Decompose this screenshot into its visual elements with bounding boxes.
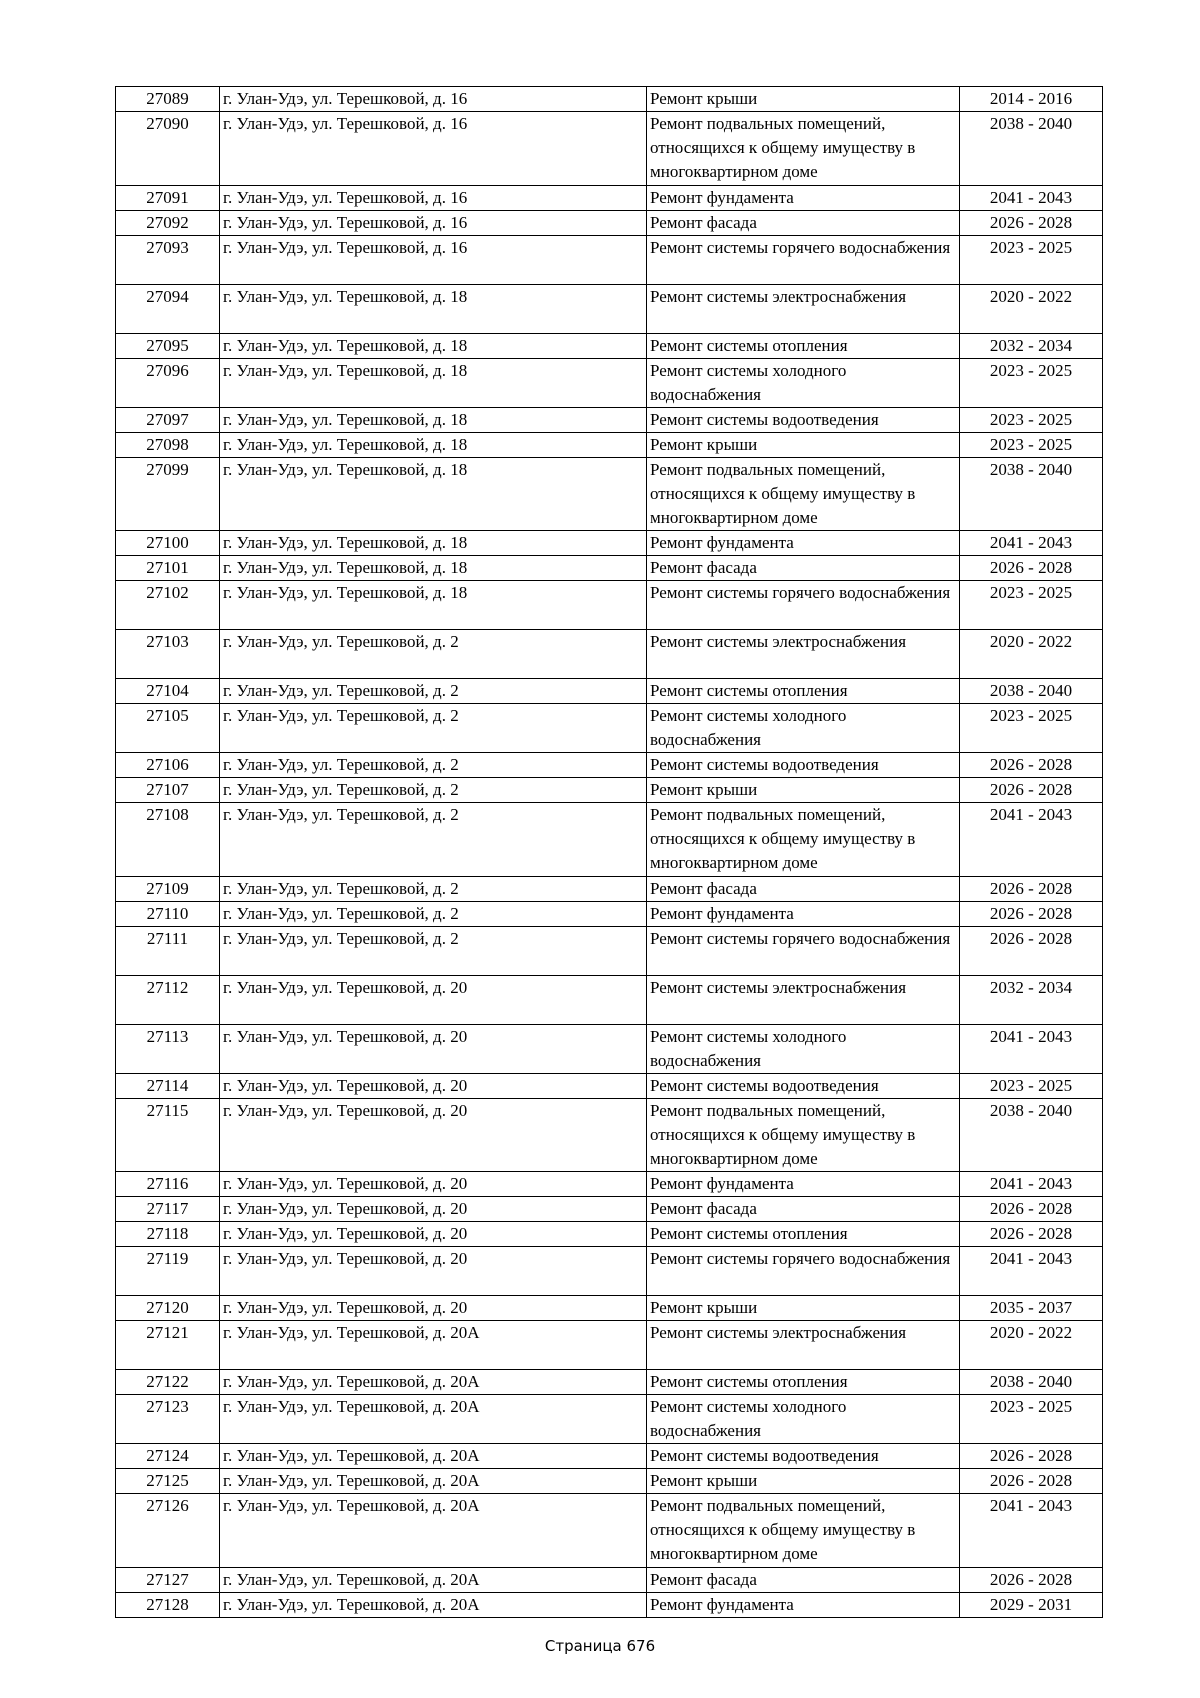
row-id-cell: 27103	[116, 630, 220, 679]
work-type-cell: Ремонт подвальных помещений, относящихся к общему имуществу в многоквартирном доме	[647, 1098, 960, 1172]
address-cell: г. Улан-Удэ, ул. Терешковой, д. 16	[220, 235, 647, 284]
table-row	[116, 1247, 1103, 1296]
address-cell: г. Улан-Удэ, ул. Терешковой, д. 2	[220, 803, 647, 877]
period-cell: 2038 - 2040	[960, 1370, 1103, 1395]
address-cell: г. Улан-Удэ, ул. Терешковой, д. 20А	[220, 1494, 647, 1568]
work-type-cell: Ремонт фундамента	[647, 531, 960, 556]
row-id-cell: 27127	[116, 1567, 220, 1592]
work-type-cell: Ремонт системы водоотведения	[647, 1444, 960, 1469]
address-cell: г. Улан-Удэ, ул. Терешковой, д. 20А	[220, 1469, 647, 1494]
table-row	[116, 901, 1103, 926]
address-cell: г. Улан-Удэ, ул. Терешковой, д. 18	[220, 531, 647, 556]
row-id-cell: 27106	[116, 753, 220, 778]
row-id-cell: 27123	[116, 1395, 220, 1444]
period-cell: 2032 - 2034	[960, 975, 1103, 1024]
row-id-cell: 27091	[116, 185, 220, 210]
work-type-cell: Ремонт крыши	[647, 1469, 960, 1494]
row-id-cell: 27118	[116, 1222, 220, 1247]
period-cell: 2041 - 2043	[960, 803, 1103, 877]
period-cell: 2041 - 2043	[960, 1247, 1103, 1296]
row-id-cell: 27128	[116, 1592, 220, 1617]
period-cell: 2023 - 2025	[960, 432, 1103, 457]
row-id-cell: 27122	[116, 1370, 220, 1395]
period-cell: 2038 - 2040	[960, 1098, 1103, 1172]
table-row	[116, 1567, 1103, 1592]
address-cell: г. Улан-Удэ, ул. Терешковой, д. 20А	[220, 1321, 647, 1370]
table-row	[116, 975, 1103, 1024]
work-type-cell: Ремонт подвальных помещений, относящихся к общему имуществу в многоквартирном доме	[647, 1494, 960, 1568]
period-cell: 2026 - 2028	[960, 901, 1103, 926]
row-id-cell: 27112	[116, 975, 220, 1024]
work-type-cell: Ремонт фундамента	[647, 1592, 960, 1617]
row-id-cell: 27116	[116, 1172, 220, 1197]
period-cell: 2041 - 2043	[960, 1494, 1103, 1568]
work-type-cell: Ремонт системы водоотведения	[647, 1073, 960, 1098]
address-cell: г. Улан-Удэ, ул. Терешковой, д. 20А	[220, 1395, 647, 1444]
table-row	[116, 1073, 1103, 1098]
period-cell: 2026 - 2028	[960, 556, 1103, 581]
period-cell: 2026 - 2028	[960, 876, 1103, 901]
address-cell: г. Улан-Удэ, ул. Терешковой, д. 18	[220, 358, 647, 407]
table-row	[116, 778, 1103, 803]
address-cell: г. Улан-Удэ, ул. Терешковой, д. 18	[220, 556, 647, 581]
work-type-cell: Ремонт крыши	[647, 1296, 960, 1321]
period-cell: 2026 - 2028	[960, 778, 1103, 803]
work-type-cell: Ремонт подвальных помещений, относящихся к общему имуществу в многоквартирном доме	[647, 457, 960, 531]
address-cell: г. Улан-Удэ, ул. Терешковой, д. 20А	[220, 1567, 647, 1592]
table-row	[116, 1494, 1103, 1568]
work-type-cell: Ремонт системы холодного водоснабжения	[647, 1024, 960, 1073]
address-cell: г. Улан-Удэ, ул. Терешковой, д. 2	[220, 753, 647, 778]
row-id-cell: 27110	[116, 901, 220, 926]
work-type-cell: Ремонт фасада	[647, 210, 960, 235]
table-row	[116, 1444, 1103, 1469]
work-type-cell: Ремонт фасада	[647, 556, 960, 581]
period-cell: 2020 - 2022	[960, 284, 1103, 333]
work-type-cell: Ремонт системы отопления	[647, 333, 960, 358]
row-id-cell: 27098	[116, 432, 220, 457]
address-cell: г. Улан-Удэ, ул. Терешковой, д. 2	[220, 704, 647, 753]
row-id-cell: 27115	[116, 1098, 220, 1172]
table-row	[116, 407, 1103, 432]
row-id-cell: 27114	[116, 1073, 220, 1098]
address-cell: г. Улан-Удэ, ул. Терешковой, д. 20А	[220, 1592, 647, 1617]
period-cell: 2023 - 2025	[960, 1073, 1103, 1098]
period-cell: 2041 - 2043	[960, 1172, 1103, 1197]
period-cell: 2026 - 2028	[960, 753, 1103, 778]
row-id-cell: 27105	[116, 704, 220, 753]
table-row	[116, 1469, 1103, 1494]
page-number: Страница 676	[544, 1637, 656, 1655]
address-cell: г. Улан-Удэ, ул. Терешковой, д. 20	[220, 1073, 647, 1098]
address-cell: г. Улан-Удэ, ул. Терешковой, д. 20	[220, 975, 647, 1024]
work-type-cell: Ремонт системы горячего водоснабжения	[647, 235, 960, 284]
work-type-cell: Ремонт фасада	[647, 876, 960, 901]
work-type-cell: Ремонт системы горячего водоснабжения	[647, 1247, 960, 1296]
address-cell: г. Улан-Удэ, ул. Терешковой, д. 18	[220, 333, 647, 358]
period-cell: 2026 - 2028	[960, 210, 1103, 235]
work-type-cell: Ремонт системы горячего водоснабжения	[647, 581, 960, 630]
repair-schedule-table	[115, 86, 1103, 1618]
period-cell: 2038 - 2040	[960, 679, 1103, 704]
work-type-cell: Ремонт системы электроснабжения	[647, 630, 960, 679]
work-type-cell: Ремонт системы холодного водоснабжения	[647, 1395, 960, 1444]
table-row	[116, 284, 1103, 333]
address-cell: г. Улан-Удэ, ул. Терешковой, д. 20	[220, 1222, 647, 1247]
work-type-cell: Ремонт системы электроснабжения	[647, 284, 960, 333]
row-id-cell: 27095	[116, 333, 220, 358]
table-row	[116, 531, 1103, 556]
period-cell: 2038 - 2040	[960, 457, 1103, 531]
work-type-cell: Ремонт фасада	[647, 1197, 960, 1222]
row-id-cell: 27104	[116, 679, 220, 704]
address-cell: г. Улан-Удэ, ул. Терешковой, д. 20	[220, 1296, 647, 1321]
address-cell: г. Улан-Удэ, ул. Терешковой, д. 18	[220, 457, 647, 531]
table-row	[116, 358, 1103, 407]
period-cell: 2023 - 2025	[960, 407, 1103, 432]
address-cell: г. Улан-Удэ, ул. Терешковой, д. 2	[220, 901, 647, 926]
table-row	[116, 112, 1103, 186]
table-row	[116, 679, 1103, 704]
row-id-cell: 27126	[116, 1494, 220, 1568]
table-row	[116, 1592, 1103, 1617]
work-type-cell: Ремонт системы отопления	[647, 1370, 960, 1395]
work-type-cell: Ремонт системы электроснабжения	[647, 975, 960, 1024]
table-row	[116, 1024, 1103, 1073]
row-id-cell: 27107	[116, 778, 220, 803]
address-cell: г. Улан-Удэ, ул. Терешковой, д. 18	[220, 284, 647, 333]
table-row	[116, 432, 1103, 457]
table-row	[116, 210, 1103, 235]
address-cell: г. Улан-Удэ, ул. Терешковой, д. 20	[220, 1172, 647, 1197]
address-cell: г. Улан-Удэ, ул. Терешковой, д. 16	[220, 87, 647, 112]
table-row	[116, 926, 1103, 975]
row-id-cell: 27119	[116, 1247, 220, 1296]
period-cell: 2020 - 2022	[960, 1321, 1103, 1370]
work-type-cell: Ремонт системы электроснабжения	[647, 1321, 960, 1370]
period-cell: 2014 - 2016	[960, 87, 1103, 112]
row-id-cell: 27096	[116, 358, 220, 407]
row-id-cell: 27099	[116, 457, 220, 531]
row-id-cell: 27097	[116, 407, 220, 432]
period-cell: 2026 - 2028	[960, 926, 1103, 975]
work-type-cell: Ремонт подвальных помещений, относящихся к общему имуществу в многоквартирном доме	[647, 803, 960, 877]
period-cell: 2035 - 2037	[960, 1296, 1103, 1321]
period-cell: 2032 - 2034	[960, 333, 1103, 358]
period-cell: 2023 - 2025	[960, 358, 1103, 407]
address-cell: г. Улан-Удэ, ул. Терешковой, д. 2	[220, 630, 647, 679]
period-cell: 2041 - 2043	[960, 1024, 1103, 1073]
row-id-cell: 27124	[116, 1444, 220, 1469]
period-cell: 2026 - 2028	[960, 1222, 1103, 1247]
period-cell: 2029 - 2031	[960, 1592, 1103, 1617]
table-row	[116, 803, 1103, 877]
address-cell: г. Улан-Удэ, ул. Терешковой, д. 20	[220, 1024, 647, 1073]
address-cell: г. Улан-Удэ, ул. Терешковой, д. 20А	[220, 1444, 647, 1469]
row-id-cell: 27108	[116, 803, 220, 877]
row-id-cell: 27125	[116, 1469, 220, 1494]
row-id-cell: 27100	[116, 531, 220, 556]
period-cell: 2041 - 2043	[960, 531, 1103, 556]
table-row	[116, 235, 1103, 284]
row-id-cell: 27092	[116, 210, 220, 235]
row-id-cell: 27121	[116, 1321, 220, 1370]
table-row	[116, 556, 1103, 581]
period-cell: 2023 - 2025	[960, 1395, 1103, 1444]
address-cell: г. Улан-Удэ, ул. Терешковой, д. 18	[220, 407, 647, 432]
address-cell: г. Улан-Удэ, ул. Терешковой, д. 20А	[220, 1370, 647, 1395]
period-cell: 2026 - 2028	[960, 1567, 1103, 1592]
row-id-cell: 27093	[116, 235, 220, 284]
work-type-cell: Ремонт крыши	[647, 778, 960, 803]
table-row	[116, 87, 1103, 112]
period-cell: 2038 - 2040	[960, 112, 1103, 186]
work-type-cell: Ремонт системы водоотведения	[647, 753, 960, 778]
table-row	[116, 1098, 1103, 1172]
work-type-cell: Ремонт фасада	[647, 1567, 960, 1592]
work-type-cell: Ремонт крыши	[647, 87, 960, 112]
row-id-cell: 27094	[116, 284, 220, 333]
address-cell: г. Улан-Удэ, ул. Терешковой, д. 20	[220, 1098, 647, 1172]
period-cell: 2020 - 2022	[960, 630, 1103, 679]
table-row	[116, 185, 1103, 210]
period-cell: 2023 - 2025	[960, 581, 1103, 630]
row-id-cell: 27090	[116, 112, 220, 186]
address-cell: г. Улан-Удэ, ул. Терешковой, д. 18	[220, 432, 647, 457]
address-cell: г. Улан-Удэ, ул. Терешковой, д. 2	[220, 926, 647, 975]
row-id-cell: 27109	[116, 876, 220, 901]
address-cell: г. Улан-Удэ, ул. Терешковой, д. 18	[220, 581, 647, 630]
work-type-cell: Ремонт системы горячего водоснабжения	[647, 926, 960, 975]
work-type-cell: Ремонт фундамента	[647, 1172, 960, 1197]
address-cell: г. Улан-Удэ, ул. Терешковой, д. 2	[220, 876, 647, 901]
row-id-cell: 27101	[116, 556, 220, 581]
work-type-cell: Ремонт фундамента	[647, 901, 960, 926]
table-row	[116, 1172, 1103, 1197]
period-cell: 2026 - 2028	[960, 1469, 1103, 1494]
table-row	[116, 1370, 1103, 1395]
table-row	[116, 876, 1103, 901]
table-row	[116, 704, 1103, 753]
row-id-cell: 27089	[116, 87, 220, 112]
address-cell: г. Улан-Удэ, ул. Терешковой, д. 2	[220, 778, 647, 803]
work-type-cell: Ремонт системы холодного водоснабжения	[647, 358, 960, 407]
address-cell: г. Улан-Удэ, ул. Терешковой, д. 20	[220, 1247, 647, 1296]
row-id-cell: 27102	[116, 581, 220, 630]
work-type-cell: Ремонт системы холодного водоснабжения	[647, 704, 960, 753]
table-row	[116, 1395, 1103, 1444]
row-id-cell: 27120	[116, 1296, 220, 1321]
address-cell: г. Улан-Удэ, ул. Терешковой, д. 16	[220, 210, 647, 235]
period-cell: 2023 - 2025	[960, 235, 1103, 284]
work-type-cell: Ремонт фундамента	[647, 185, 960, 210]
table-row	[116, 457, 1103, 531]
table-row	[116, 1296, 1103, 1321]
row-id-cell: 27117	[116, 1197, 220, 1222]
table-row	[116, 630, 1103, 679]
table-row	[116, 333, 1103, 358]
period-cell: 2026 - 2028	[960, 1197, 1103, 1222]
address-cell: г. Улан-Удэ, ул. Терешковой, д. 16	[220, 112, 647, 186]
table-body	[116, 87, 1103, 1618]
address-cell: г. Улан-Удэ, ул. Терешковой, д. 16	[220, 185, 647, 210]
work-type-cell: Ремонт крыши	[647, 432, 960, 457]
address-cell: г. Улан-Удэ, ул. Терешковой, д. 2	[220, 679, 647, 704]
work-type-cell: Ремонт подвальных помещений, относящихся к общему имуществу в многоквартирном доме	[647, 112, 960, 186]
row-id-cell: 27113	[116, 1024, 220, 1073]
period-cell: 2023 - 2025	[960, 704, 1103, 753]
work-type-cell: Ремонт системы водоотведения	[647, 407, 960, 432]
period-cell: 2041 - 2043	[960, 185, 1103, 210]
work-type-cell: Ремонт системы отопления	[647, 679, 960, 704]
address-cell: г. Улан-Удэ, ул. Терешковой, д. 20	[220, 1197, 647, 1222]
table-row	[116, 1222, 1103, 1247]
row-id-cell: 27111	[116, 926, 220, 975]
table-row	[116, 753, 1103, 778]
table-row	[116, 1197, 1103, 1222]
table-row	[116, 1321, 1103, 1370]
work-type-cell: Ремонт системы отопления	[647, 1222, 960, 1247]
period-cell: 2026 - 2028	[960, 1444, 1103, 1469]
table-row	[116, 581, 1103, 630]
